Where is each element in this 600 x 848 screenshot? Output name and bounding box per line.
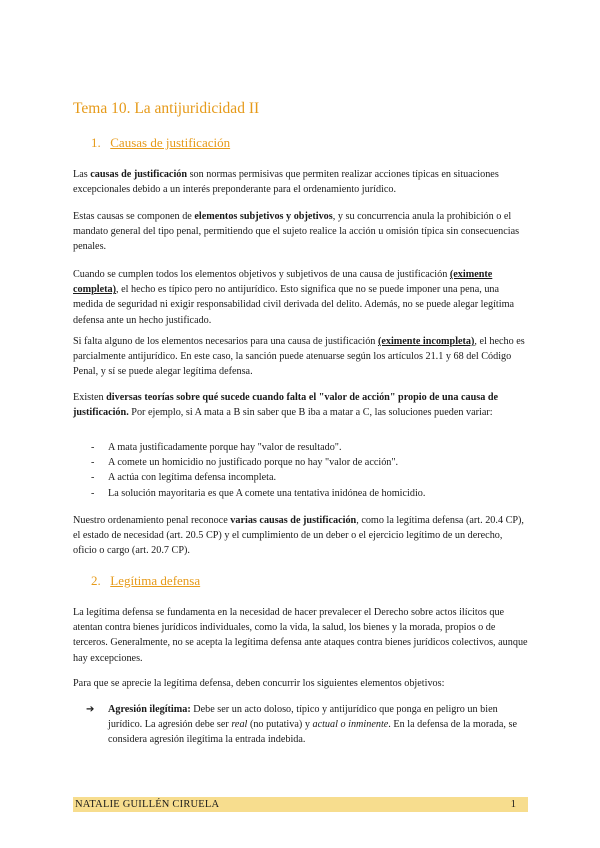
list-item: - A mata justificadamente porque hay "valor de resultado". [91,442,342,453]
list-item: - La solución mayoritaria es que A comete una tentativa inidónea de homicidio. [91,487,426,499]
paragraph-3: Cuando se cumplen todos los elementos objetivos y subjetivos de una causa de justificación (eximente completa), el hecho es típico pero no antijurídico. Esto significa que no se puede imponer una pena, una medida de seguridad ni exigir responsabilidad civil derivada del delito. Además, no se puede alegar legítima defensa ante un hecho justificado. [73,269,515,326]
section-title: Legítima defensa [110,573,201,588]
paragraph-6: Nuestro ordenamiento penal reconoce varias causas de justificación, como la legítima defensa (art. 20.4 CP), el estado de necesidad (art. 20.5 CP) y el cumplimiento de un deber o el ejercicio legítimo de un derecho, oficio o cargo (art. 20.7 CP). [73,515,524,557]
theories-list [73,440,528,501]
section-number: 2. [91,573,101,588]
paragraph-1: Las causas de justificación son normas permisivas que permiten realizar acciones típicas en situaciones excepcionales debido a un interés preponderante para el ordenamiento jurídico. [73,169,499,196]
section-heading-legitima [91,573,200,589]
paragraph-2: Estas causas se componen de elementos subjetivos y objetivos, y su concurrencia anula la prohibición o el mandato general del tipo penal, permitiendo que el sujeto realice la acción u omisión típica sin consecuencias penales. [73,211,520,253]
paragraph-4: Si falta alguno de los elementos necesarios para una causa de justificación (eximente incompleta), el hecho es parcialmente antijurídico. En este caso, la sanción puede atenuarse según los artículos 21.1 y 68 del Código Penal, y sí se puede alegar legítima defensa. [73,336,525,378]
page-footer [73,797,528,812]
paragraph-7: La legítima defensa se fundamenta en la necesidad de hacer prevalecer el Derecho sobre actos ilícitos que atentan contra bienes jurídicos individuales, como la vida, la salud, los bienes y la morada, propios o de terceros. Generalmente, no se acepta la legítima defensa ante ataques contra bienes jurídicos colectivos, aunque hay excepciones. [73,607,528,664]
section-number: 1. [91,135,101,150]
paragraph-5: Existen diversas teorías sobre qué sucede cuando falta el "valor de acción" propio de una causa de justificación. Por ejemplo, si A mata a B sin saber que B iba a matar a C, las soluciones pueden variar: [73,392,499,419]
document-page [73,0,528,848]
arrow-bullet-icon: ➔ [86,704,95,715]
list-item: - A comete un homicidio no justificado porque no hay "valor de acción". [91,457,399,469]
section-heading-causas [91,135,230,151]
paragraph-8: Para que se aprecie la legítima defensa, deben concurrir los siguientes elementos objetivos: [73,678,445,689]
section-title: Causas de justificación [110,135,231,150]
document-title: Tema 10. La antijuridicidad II [73,100,260,117]
page-number: 1 [510,799,516,810]
list-item: - A actúa con legítima defensa incompleta. [91,472,277,484]
author-name: NATALIE GUILLÉN CIRUELA [75,799,220,810]
arrow-list-item: ➔ Agresión ilegítima: Debe ser un acto doloso, típico y antijurídico que ponga en peligro un bien jurídico. La agresión debe ser real (no putativa) y actual o inminente. En la defensa de la morada, se considera agresión ilegítima la entrada indebida. [86,704,517,746]
